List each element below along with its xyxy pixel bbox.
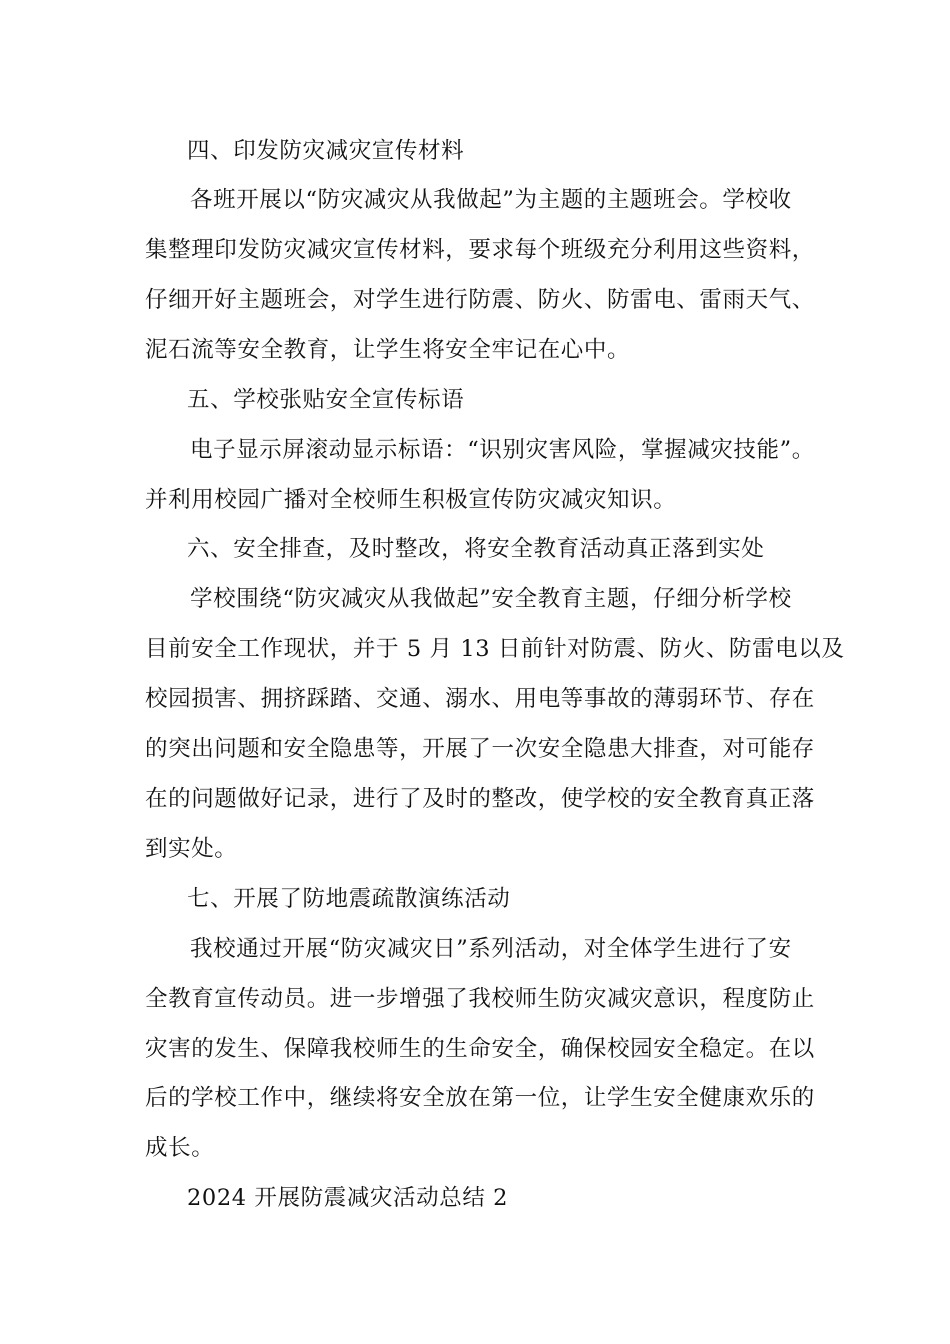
paragraph-line: 灾害的发生、保障我校师生的生命安全，确保校园安全稳定。在以 bbox=[145, 1036, 815, 1062]
paragraph-line: 后的学校工作中，继续将安全放在第一位，让学生安全健康欢乐的 bbox=[145, 1085, 815, 1111]
next-section-title: 2024 开展防震减灾活动总结 2 bbox=[187, 1185, 509, 1211]
paragraph-line: 并利用校园广播对全校师生积极宣传防灾减灾知识。 bbox=[145, 487, 677, 513]
paragraph-line: 集整理印发防灾减灾宣传材料，要求每个班级充分利用这些资料， bbox=[145, 237, 815, 263]
paragraph-line: 仔细开好主题班会，对学生进行防震、防火、防雷电、雷雨天气、 bbox=[145, 287, 815, 313]
paragraph-line: 学校围绕“防灾减灾从我做起”安全教育主题，仔细分析学校 bbox=[190, 586, 792, 612]
paragraph-line: 全教育宣传动员。进一步增强了我校师生防灾减灾意识，程度防止 bbox=[145, 986, 815, 1012]
paragraph-line: 的突出问题和安全隐患等，开展了一次安全隐患大排查，对可能存 bbox=[145, 736, 815, 762]
paragraph-line: 成长。 bbox=[145, 1135, 215, 1161]
paragraph-line: 到实处。 bbox=[145, 836, 238, 862]
paragraph-line: 我校通过开展“防灾减灾日”系列活动，对全体学生进行了安 bbox=[190, 936, 792, 962]
section-heading-6: 六、安全排查，及时整改，将安全教育活动真正落到实处 bbox=[187, 536, 765, 562]
section-heading-4: 四、印发防灾减灾宣传材料 bbox=[187, 138, 465, 164]
paragraph-line: 泥石流等安全教育，让学生将安全牢记在心中。 bbox=[145, 337, 631, 363]
section-heading-7: 七、开展了防地震疏散演练活动 bbox=[187, 886, 511, 912]
paragraph-line: 在的问题做好记录，进行了及时的整改，使学校的安全教育真正落 bbox=[145, 786, 815, 812]
paragraph-line: 各班开展以“防灾减灾从我做起”为主题的主题班会。学校收 bbox=[190, 187, 792, 213]
paragraph-line: 校园损害、拥挤踩踏、交通、溺水、用电等事故的薄弱环节、存在 bbox=[145, 686, 815, 712]
paragraph-line: 目前安全工作现状，并于 5 月 13 日前针对防震、防火、防雷电以及 bbox=[145, 636, 845, 662]
paragraph-line: 电子显示屏滚动显示标语：“识别灾害风险，掌握减灾技能”。 bbox=[190, 437, 815, 463]
section-heading-5: 五、学校张贴安全宣传标语 bbox=[187, 387, 465, 413]
